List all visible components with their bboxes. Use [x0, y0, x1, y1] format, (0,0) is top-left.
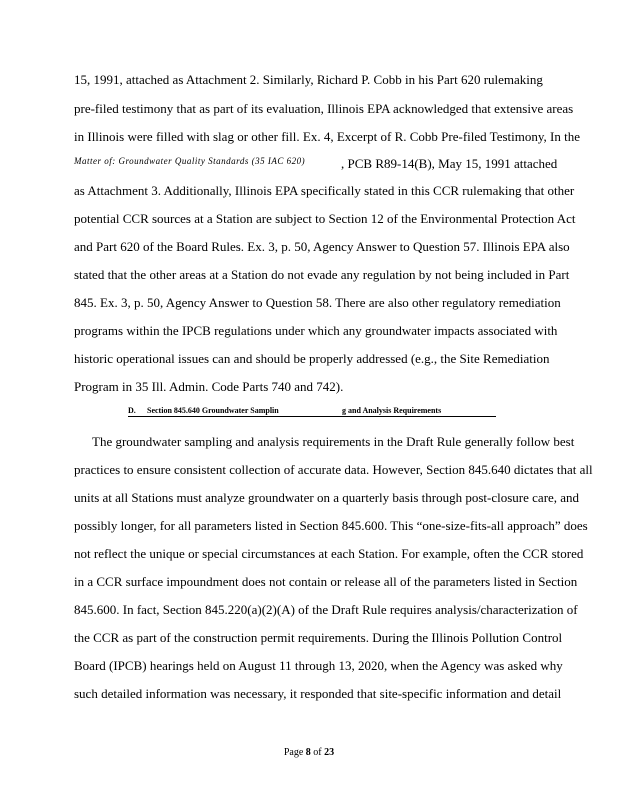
body-line: not reflect the unique or special circumstances at each Station. For example, often the CCR stored [74, 546, 584, 561]
body-line: potential CCR sources at a Station are subject to Section 12 of the Environmental Protection Act [74, 211, 576, 226]
body-line: Program in 35 Ill. Admin. Code Parts 740 and 742). [74, 379, 344, 394]
body-line: units at all Stations must analyze groundwater on a quarterly basis through post-closure care, and [74, 490, 580, 505]
body-line: Board (IPCB) hearings held on August 11 through 13, 2020, when the Agency was asked why [74, 658, 563, 673]
body-line: pre-filed testimony that as part of its evaluation, Illinois EPA acknowledged that extensive areas [74, 101, 574, 116]
body-line: 845.600. In fact, Section 845.220(a)(2)(A) of the Draft Rule requires analysis/characterization of [74, 602, 578, 617]
body-line: 845. Ex. 3, p. 50, Agency Answer to Question 58. There are also other regulatory remediation [74, 295, 561, 310]
page-footer [0, 747, 618, 758]
body-line: The groundwater sampling and analysis requirements in the Draft Rule generally follow best [92, 434, 575, 449]
body-line: practices to ensure consistent collection of accurate data. However, Section 845.640 dictates that all [74, 462, 593, 477]
body-line: in Illinois were filled with slag or other fill. Ex. 4, Excerpt of R. Cobb Pre-filed Testimony, In the [74, 129, 580, 144]
body-line: and Part 620 of the Board Rules. Ex. 3, p. 50, Agency Answer to Question 57. Illinois EPA also [74, 239, 570, 254]
body-line: stated that the other areas at a Station do not evade any regulation by not being included in Part [74, 267, 570, 282]
section-heading [128, 406, 496, 417]
body-line: such detailed information was necessary, it responded that site-specific information and detail [74, 686, 562, 701]
section-title-part-b: g and Analysis Requirements [342, 406, 442, 415]
section-title-part-a: Section 845.640 Groundwater Samplin [147, 406, 279, 415]
page-current: 8 [305, 747, 311, 758]
body-line: 15, 1991, attached as Attachment 2. Similarly, Richard P. Cobb in his Part 620 rulemaking [74, 72, 543, 87]
citation-italic: Matter of: Groundwater Quality Standards (35 IAC 620) [74, 156, 306, 166]
page-total: 23 [324, 747, 335, 758]
page-of-label: of [313, 747, 322, 758]
section-number: D. [128, 406, 136, 415]
body-line: in a CCR surface impoundment does not contain or release all of the parameters listed in Section [74, 574, 578, 589]
page-label: Page [283, 747, 304, 758]
body-line: possibly longer, for all parameters listed in Section 845.600. This “one-size-fits-all approach” does [74, 518, 588, 533]
body-line: programs within the IPCB regulations under which any groundwater impacts associated with [74, 323, 558, 338]
body-line: as Attachment 3. Additionally, Illinois EPA specifically stated in this CCR rulemaking that other [74, 183, 575, 198]
body-line: historic operational issues can and should be properly addressed (e.g., the Site Remediation [74, 351, 550, 366]
body-line: the CCR as part of the construction permit requirements. During the Illinois Pollution Control [74, 630, 563, 645]
citation-tail: , PCB R89-14(B), May 15, 1991 attached [341, 156, 558, 171]
